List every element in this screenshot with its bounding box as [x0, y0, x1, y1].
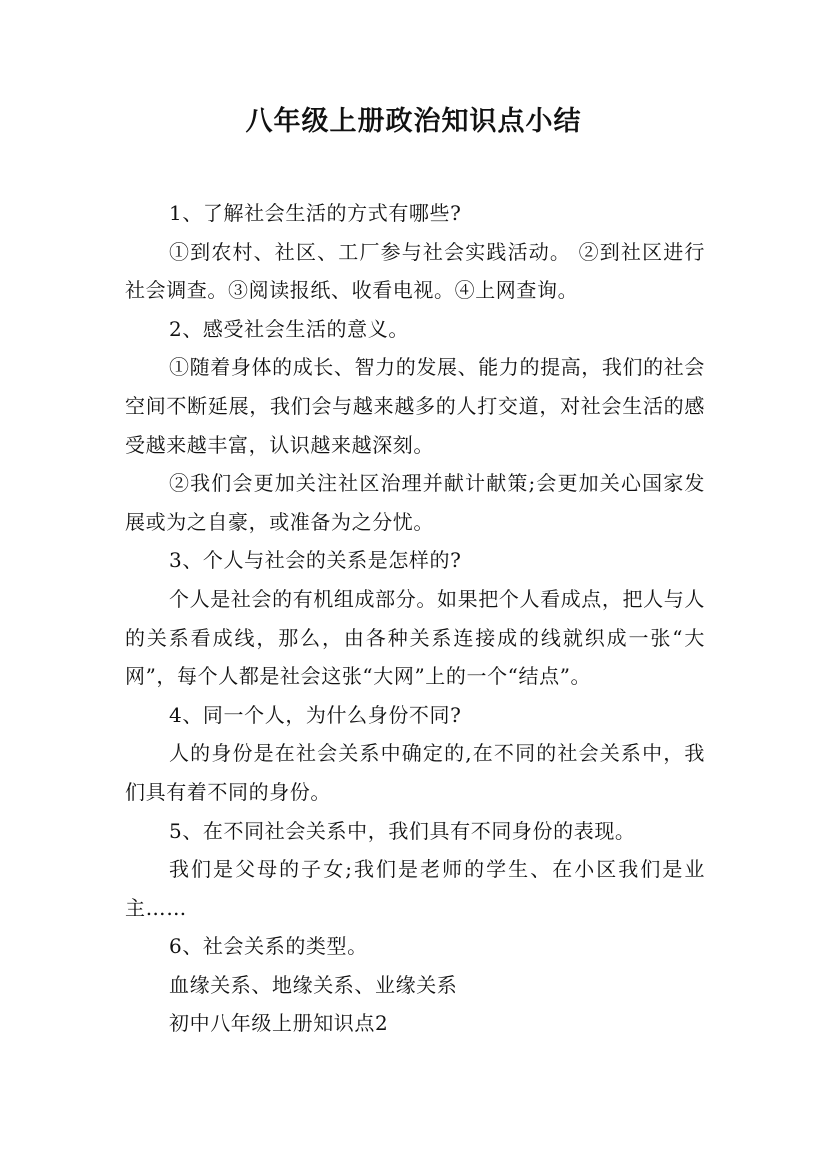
paragraph-q5-heading: 5、在不同社会关系中，我们具有不同身份的表现。	[169, 818, 636, 843]
paragraph-q3-answer: 个人是社会的有机组成部分。如果把个人看成点，把人与人的关系看成线，那么，由各种关系连接成的线就织成一张“大网”，每个人都是社会这张“大网”上的一个“结点”。	[125, 586, 705, 689]
paragraph-q2-answer-1: ①随着身体的成长、智力的发展、能力的提高，我们的社会空间不断延展，我们会与越来越多的人打交道，对社会生活的感受越来越丰富，认识越来越深刻。	[125, 355, 705, 457]
paragraph-q3-heading: 3、个人与社会的关系是怎样的?	[169, 548, 462, 573]
paragraph-q1-answer: ①到农村、社区、工厂参与社会实践活动。 ②到社区进行社会调查。③阅读报纸、收看电视。④上网查询。	[125, 239, 705, 303]
paragraph-q6-heading: 6、社会关系的类型。	[169, 934, 368, 959]
document-body	[125, 194, 705, 1043]
document-title: 八年级上册政治知识点小结	[245, 106, 582, 137]
paragraph-q2-heading: 2、感受社会生活的意义。	[169, 316, 409, 341]
paragraph-q4-heading: 4、同一个人，为什么身份不同?	[169, 702, 462, 727]
paragraph-q1-heading: 1、了解社会生活的方式有哪些?	[169, 201, 462, 225]
paragraph-q5-answer: 我们是父母的子女;我们是老师的学生、在小区我们是业主……	[125, 857, 705, 920]
paragraph-q2-answer-2: ②我们会更加关注社区治理并献计献策;会更加关心国家发展或为之自豪，或准备为之分忧。	[125, 471, 705, 534]
paragraph-section-heading: 初中八年级上册知识点2	[169, 1011, 389, 1036]
paragraph-q6-answer: 血缘关系、地缘关系、业缘关系	[169, 972, 458, 997]
paragraph-q4-answer: 人的身份是在社会关系中确定的,在不同的社会关系中，我们具有着不同的身份。	[125, 741, 705, 804]
